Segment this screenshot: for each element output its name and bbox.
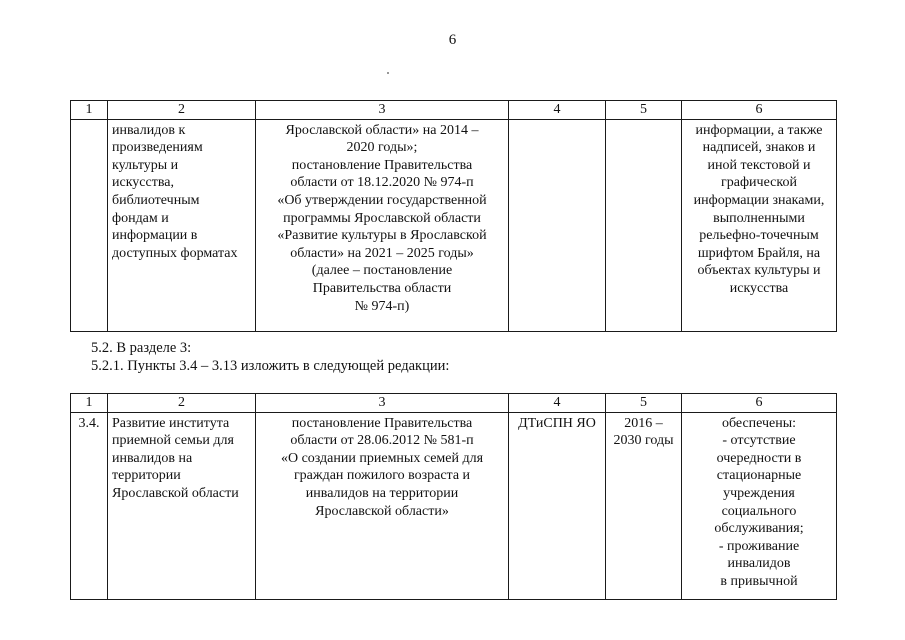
cell-basis: постановление Правительства области от 28.06.2012 № 581-п «О создании приемных семей для граждан пожилого возраста и инвалидов на территории Ярославской области» xyxy=(256,412,509,599)
cell-number: 3.4. xyxy=(71,412,108,599)
page-number: 6 xyxy=(448,32,457,48)
cell-result: информации, а также надписей, знаков и иной текстовой и графической информации знаками, выполненными рельефно-точечным шрифтом Брайля, на объектах культуры и искусства xyxy=(682,119,837,331)
table-continuation xyxy=(70,100,837,332)
table-new-edition xyxy=(70,393,837,600)
header-cell: 5 xyxy=(606,101,682,120)
header-cell: 6 xyxy=(682,394,837,413)
cell-event: инвалидов к произведениям культуры и искусства, библиотечным фондам и информации в доступных форматах xyxy=(108,119,256,331)
table-header-row xyxy=(71,394,837,413)
header-cell: 5 xyxy=(606,394,682,413)
header-cell: 4 xyxy=(509,101,606,120)
table-row xyxy=(71,412,837,599)
scan-dot xyxy=(387,72,389,74)
header-cell: 4 xyxy=(509,394,606,413)
table-row xyxy=(71,119,837,331)
cell-executor xyxy=(509,119,606,331)
header-cell: 3 xyxy=(256,394,509,413)
header-cell: 3 xyxy=(256,101,509,120)
paragraph-instruction: 5.2.1. Пункты 3.4 – 3.13 изложить в следующей редакции: xyxy=(91,358,450,374)
cell-basis: Ярославской области» на 2014 – 2020 годы»; постановление Правительства области от 18.12.2020 № 974-п «Об утверждении государственной программы Ярославской области «Развитие культуры в Ярославской области» на 2021 – 2025 годы» (далее – постановление Правительства области № 974-п) xyxy=(256,119,509,331)
table-header-row xyxy=(71,101,837,120)
cell-number xyxy=(71,119,108,331)
header-cell: 6 xyxy=(682,101,837,120)
header-cell: 1 xyxy=(71,101,108,120)
header-cell: 2 xyxy=(108,101,256,120)
cell-executor: ДТиСПН ЯО xyxy=(509,412,606,599)
header-cell: 2 xyxy=(108,394,256,413)
cell-result: обеспечены: - отсутствие очередности в стационарные учреждения социального обслуживания; - проживание инвалидов в привычной xyxy=(682,412,837,599)
cell-event: Развитие института приемной семьи для инвалидов на территории Ярославской области xyxy=(108,412,256,599)
paragraph-section: 5.2. В разделе 3: xyxy=(91,340,192,356)
cell-period xyxy=(606,119,682,331)
cell-period: 2016 – 2030 годы xyxy=(606,412,682,599)
header-cell: 1 xyxy=(71,394,108,413)
